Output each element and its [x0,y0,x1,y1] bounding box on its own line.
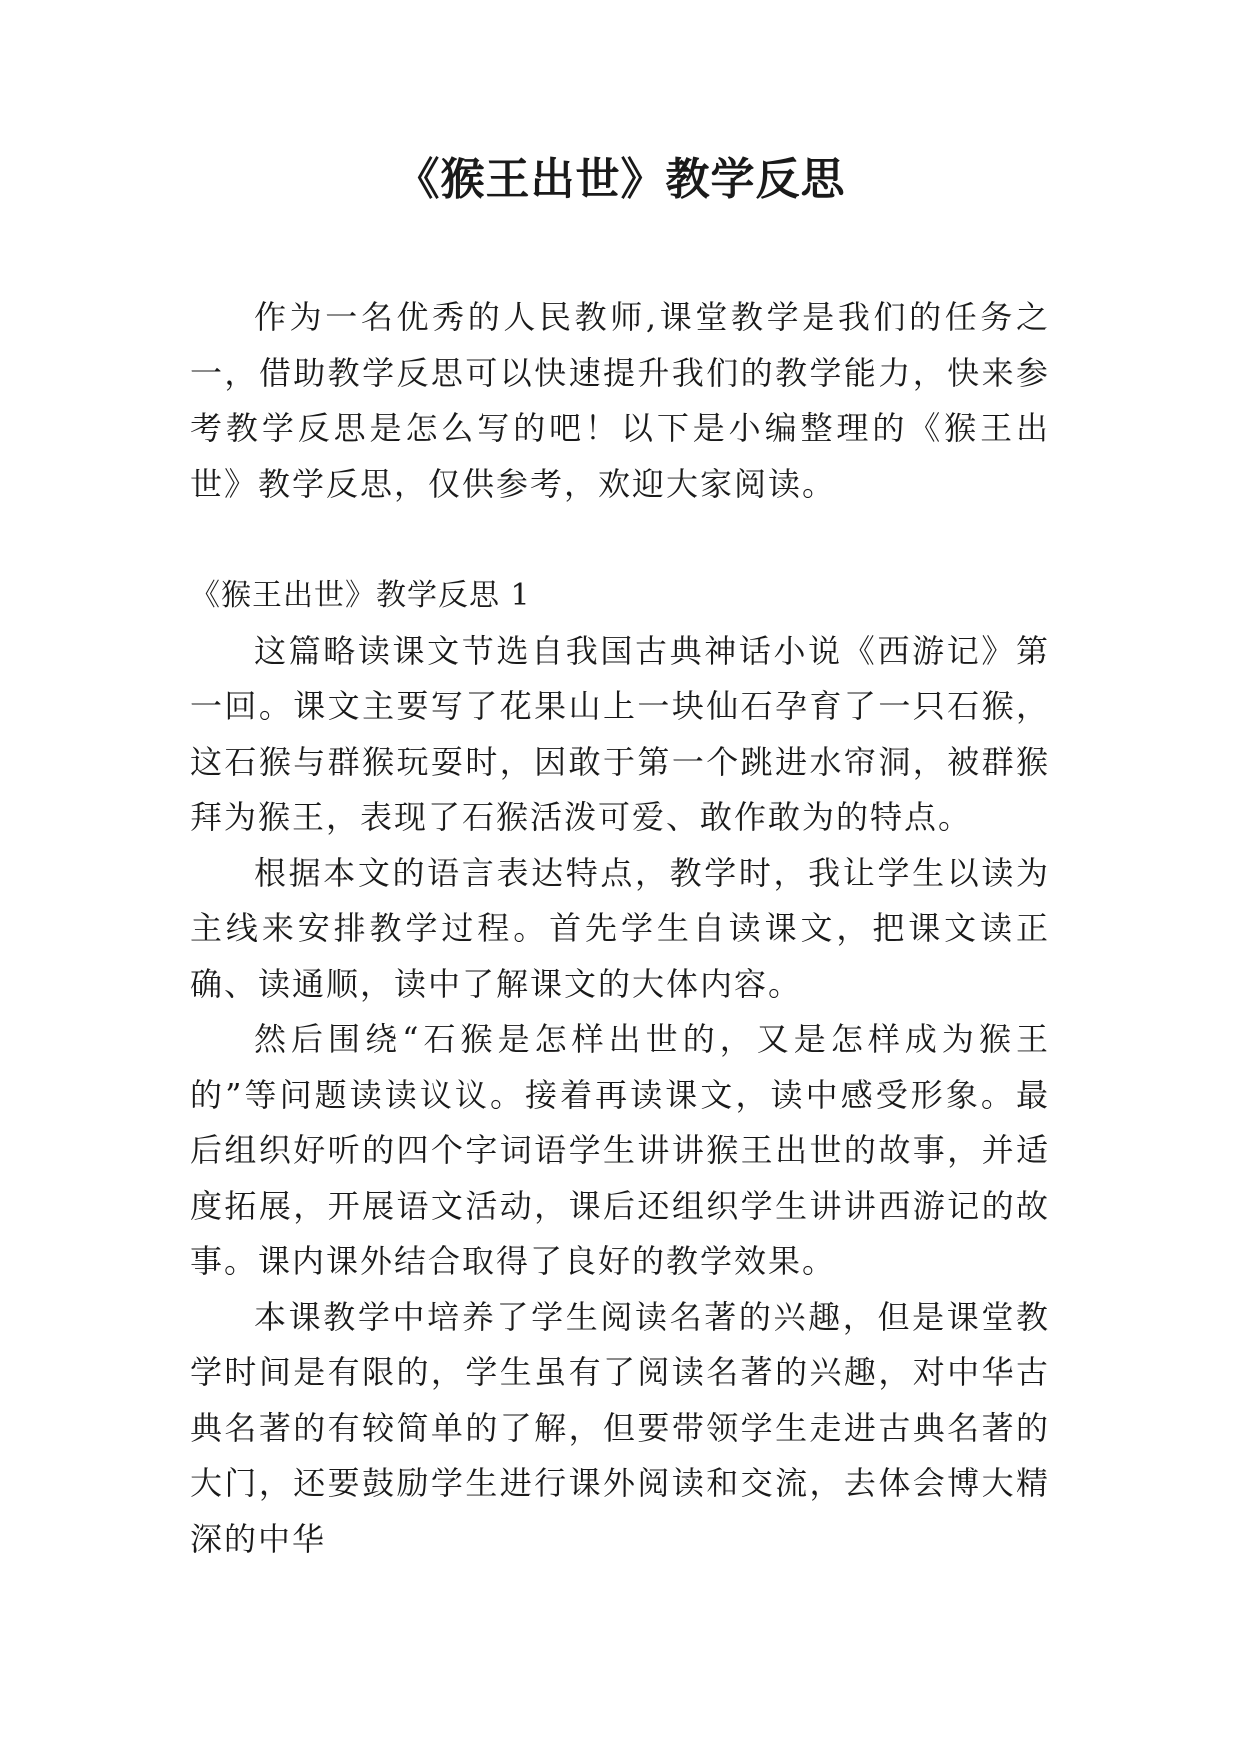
intro-paragraph: 作为一名优秀的人民教师,课堂教学是我们的任务之一，借助教学反思可以快速提升我们的教学能力，快来参考教学反思是怎么写的吧！以下是小编整理的《猴王出世》教学反思，仅供参考，欢迎大家阅读。 [190,298,1050,503]
body-paragraph-3: 然后围绕“石猴是怎样出世的，又是怎样成为猴王的”等问题读读议议。接着再读课文，读中感受形象。最后组织好听的四个字词语学生讲讲猴王出世的故事，并适度拓展，开展语文活动，课后还组织学生讲讲西游记的故事。课内课外结合取得了良好的教学效果。 [190,1020,1050,1280]
section-heading: 《猴王出世》教学反思 1 [190,578,531,613]
document-title: 《猴王出世》教学反思 [395,154,846,205]
body-paragraph-2: 根据本文的语言表达特点，教学时，我让学生以读为主线来安排教学过程。首先学生自读课文，把课文读正确、读通顺，读中了解课文的大体内容。 [190,853,1050,1003]
document-body [190,290,1050,1567]
body-paragraph-1: 这篇略读课文节选自我国古典神话小说《西游记》第一回。课文主要写了花果山上一块仙石孕育了一只石猴，这石猴与群猴玩耍时，因敢于第一个跳进水帘洞，被群猴拜为猴王，表现了石猴活泼可爱、敢作敢为的特点。 [190,631,1050,836]
body-paragraph-4: 本课教学中培养了学生阅读名著的兴趣，但是课堂教学时间是有限的，学生虽有了阅读名著的兴趣，对中华古典名著的有较简单的了解，但要带领学生走进古典名著的大门，还要鼓励学生进行课外阅读和交流，去体会博大精深的中华 [190,1297,1050,1558]
